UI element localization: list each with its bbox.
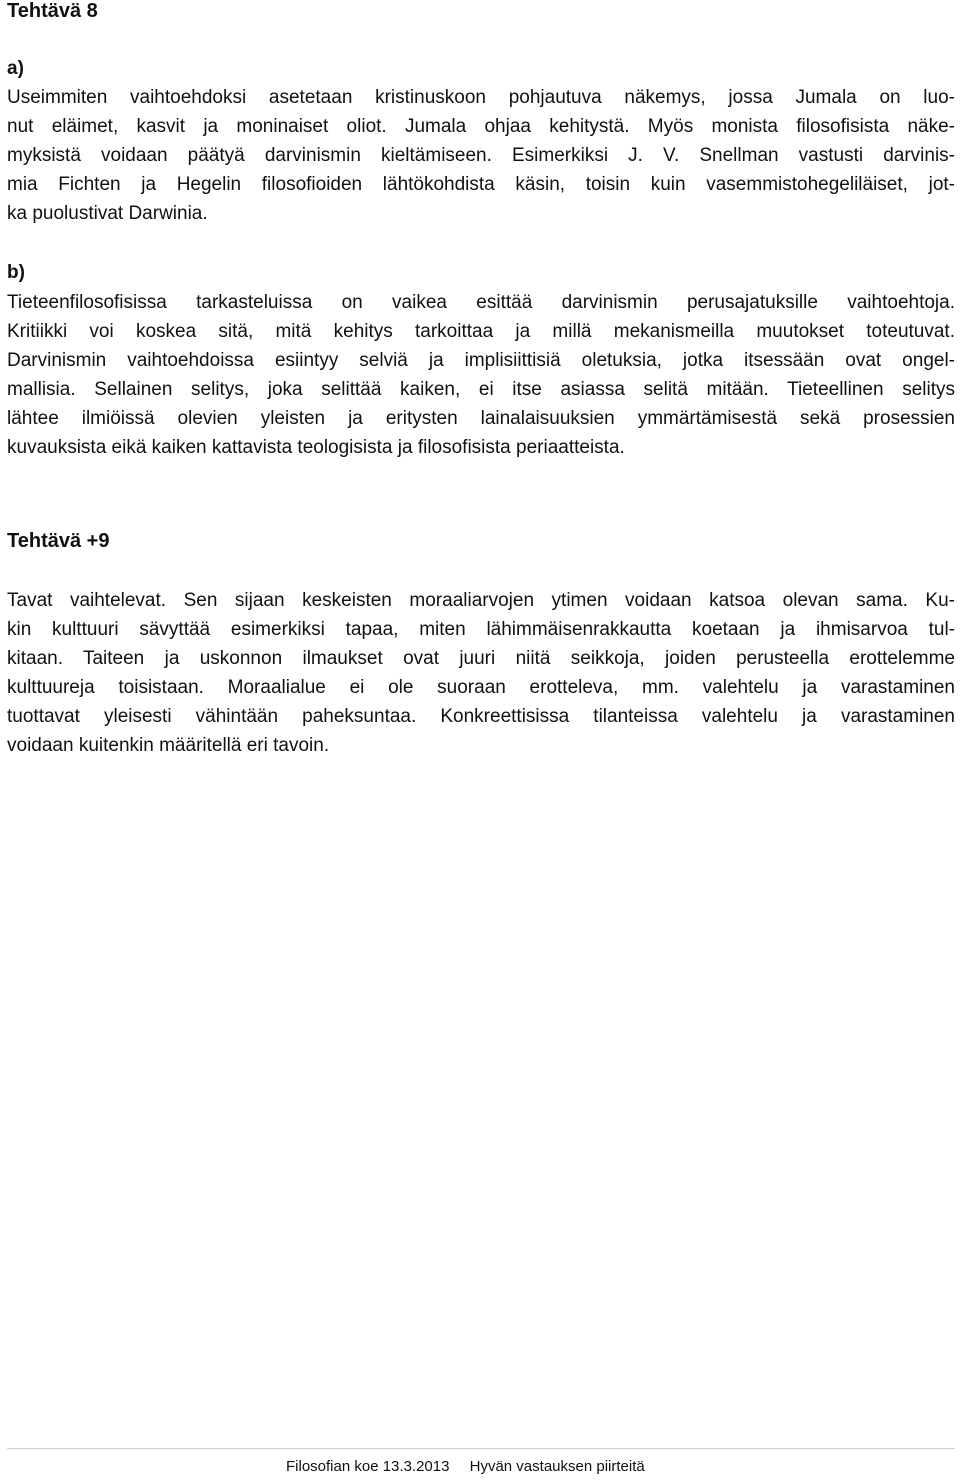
page-footer bbox=[286, 1458, 645, 1475]
task-8-title: Tehtävä 8 bbox=[7, 0, 98, 22]
paragraph-line: nut eläimet, kasvit ja moninaiset oliot. Jumala ohjaa kehitystä. Myös monista filosofisista näke- bbox=[7, 116, 955, 137]
paragraph-line: Tieteenfilosofisissa tarkasteluissa on vaikea esittää darvinismin perusajatuksille vaihtoehtoja. bbox=[7, 292, 955, 313]
part-b-label: b) bbox=[7, 262, 25, 283]
paragraph-line: kitaan. Taiteen ja uskonnon ilmaukset ovat juuri niitä seikkoja, joiden perusteella erottelemme bbox=[7, 648, 955, 669]
paragraph-line: kin kulttuuri sävyttää esimerkiksi tapaa, miten lähimmäisenrakkautta koetaan ja ihmisarvoa tul- bbox=[7, 619, 955, 640]
footer-divider bbox=[7, 1448, 955, 1449]
paragraph-line: Useimmiten vaihtoehdoksi asetetaan kristinuskoon pohjautuva näkemys, jossa Jumala on luo- bbox=[7, 87, 955, 108]
paragraph-line: mia Fichten ja Hegelin filosofioiden lähtökohdista käsin, toisin kuin vasemmistohegeliläiset, jot- bbox=[7, 174, 955, 195]
footer-exam-name: Filosofian koe 13.3.2013 bbox=[286, 1458, 450, 1475]
paragraph-line: voidaan kuitenkin määritellä eri tavoin. bbox=[7, 735, 330, 756]
paragraph-line: lähtee ilmiöissä olevien yleisten ja eritysten lainalaisuuksien ymmärtämisestä sekä prosessien bbox=[7, 408, 955, 429]
paragraph-line: Tavat vaihtelevat. Sen sijaan keskeisten moraaliarvojen ytimen voidaan katsoa olevan sama. Ku- bbox=[7, 590, 955, 611]
paragraph-line: Kritiikki voi koskea sitä, mitä kehitys tarkoittaa ja millä mekanismeilla muutokset toteutuvat. bbox=[7, 321, 955, 342]
part-a-label: a) bbox=[7, 58, 24, 79]
paragraph-line: ka puolustivat Darwinia. bbox=[7, 203, 208, 224]
paragraph-line: myksistä voidaan päätyä darvinismin kieltämiseen. Esimerkiksi J. V. Snellman vastusti darvinis- bbox=[7, 145, 955, 166]
part-a-paragraph bbox=[7, 83, 955, 228]
part-b-paragraph bbox=[7, 288, 955, 462]
task-9-paragraph bbox=[7, 586, 955, 760]
paragraph-line: tuottavat yleisesti vähintään paheksuntaa. Konkreettisissa tilanteissa valehtelu ja varastaminen bbox=[7, 706, 955, 727]
paragraph-line: kulttuureja toisistaan. Moraalialue ei ole suoraan erotteleva, mm. valehtelu ja varastaminen bbox=[7, 677, 955, 698]
task-9-title: Tehtävä +9 bbox=[7, 530, 110, 552]
paragraph-line: kuvauksista eikä kaiken kattavista teologisista ja filosofisista periaatteista. bbox=[7, 437, 625, 458]
paragraph-line: mallisia. Sellainen selitys, joka selittää kaiken, ei itse asiassa selitä mitään. Tieteellinen selitys bbox=[7, 379, 955, 400]
paragraph-line: Darvinismin vaihtoehdoissa esiintyy selviä ja implisiittisiä oletuksia, jotka itsessään ovat ongel- bbox=[7, 350, 955, 371]
footer-subtitle: Hyvän vastauksen piirteitä bbox=[469, 1458, 645, 1475]
